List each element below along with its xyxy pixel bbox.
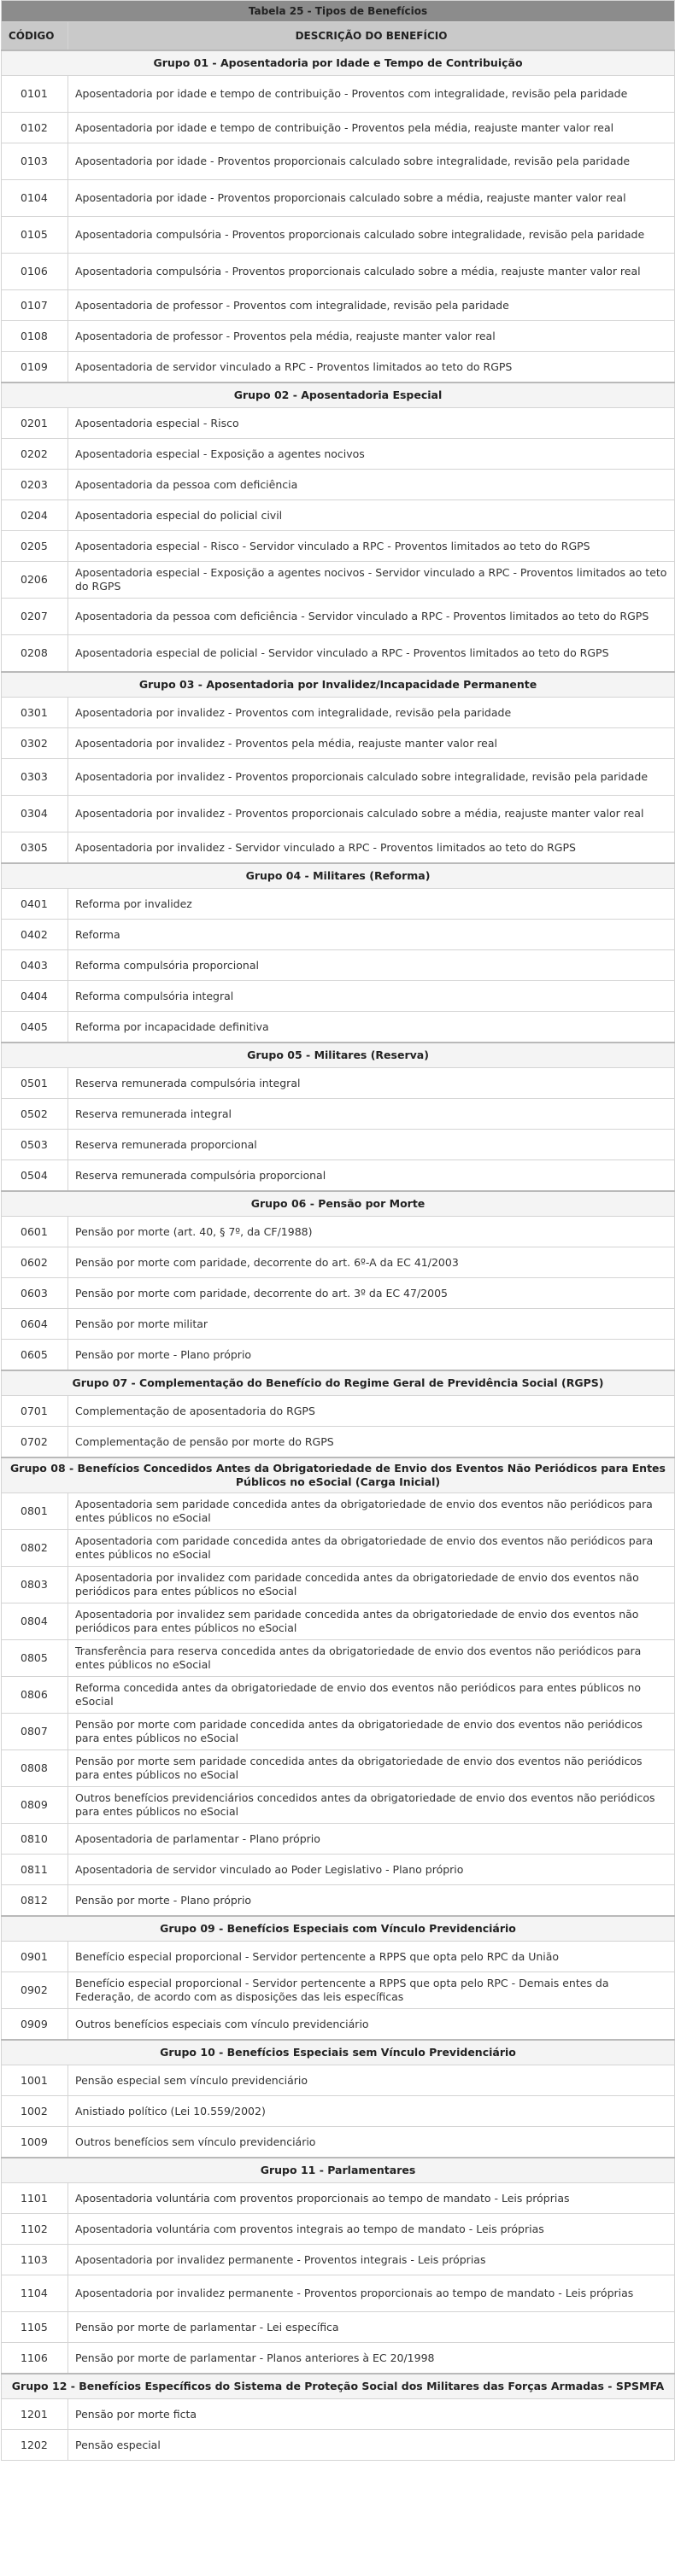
benefit-code: 0107	[2, 290, 68, 321]
benefit-description: Transferência para reserva concedida antes da obrigatoriedade de envio dos eventos não periódicos para entes públicos no eSocial	[68, 1640, 675, 1677]
group-title: Grupo 09 - Benefícios Especiais com Vínculo Previdenciário	[2, 1916, 675, 1942]
benefit-description: Aposentadoria por invalidez - Servidor vinculado a RPC - Proventos limitados ao teto do RGPS	[68, 832, 675, 864]
table-row	[2, 562, 675, 599]
code-column-header: CÓDIGO	[2, 22, 68, 51]
benefit-code: 0305	[2, 832, 68, 864]
table-row	[2, 796, 675, 832]
description-column-header: DESCRIÇÃO DO BENEFÍCIO	[68, 22, 675, 51]
group-header-row	[2, 2374, 675, 2399]
benefit-code: 0301	[2, 698, 68, 728]
table-row	[2, 1603, 675, 1640]
table-row	[2, 1677, 675, 1714]
benefit-code: 0101	[2, 76, 68, 113]
benefit-code: 0702	[2, 1427, 68, 1458]
benefit-description: Aposentadoria especial do policial civil	[68, 500, 675, 531]
group-header-row	[2, 1191, 675, 1217]
benefit-code: 0810	[2, 1824, 68, 1855]
benefit-description: Aposentadoria sem paridade concedida antes da obrigatoriedade de envio dos eventos não periódicos para entes públicos no eSocial	[68, 1493, 675, 1530]
table-row	[2, 2399, 675, 2430]
benefit-description: Aposentadoria por invalidez sem paridade concedida antes da obrigatoriedade de envio dos eventos não periódicos para entes públicos no eSocial	[68, 1603, 675, 1640]
table-row	[2, 1493, 675, 1530]
benefit-code: 1009	[2, 2127, 68, 2158]
table-row	[2, 1750, 675, 1787]
benefit-code: 0811	[2, 1855, 68, 1885]
benefit-description: Anistiado político (Lei 10.559/2002)	[68, 2096, 675, 2127]
benefit-code: 1101	[2, 2183, 68, 2214]
benefit-code: 0405	[2, 1012, 68, 1043]
benefit-description: Aposentadoria de parlamentar - Plano próprio	[68, 1824, 675, 1855]
table-row	[2, 1160, 675, 1192]
benefit-description: Pensão por morte ficta	[68, 2399, 675, 2430]
benefit-code: 0108	[2, 321, 68, 352]
table-row	[2, 1217, 675, 1247]
benefit-description: Reserva remunerada proporcional	[68, 1130, 675, 1160]
benefit-code: 0603	[2, 1278, 68, 1309]
benefit-code: 0201	[2, 408, 68, 439]
benefit-description: Reserva remunerada compulsória proporcional	[68, 1160, 675, 1192]
benefit-types-table	[1, 0, 675, 2461]
benefit-description: Pensão por morte com paridade, decorrente do art. 3º da EC 47/2005	[68, 1278, 675, 1309]
benefit-description: Aposentadoria por invalidez com paridade concedida antes da obrigatoriedade de envio dos eventos não periódicos para entes públicos no eSocial	[68, 1567, 675, 1603]
benefit-description: Benefício especial proporcional - Servidor pertencente a RPPS que opta pelo RPC da União	[68, 1942, 675, 1972]
benefit-code: 0504	[2, 1160, 68, 1192]
table-row	[2, 1068, 675, 1099]
benefit-description: Aposentadoria por idade e tempo de contribuição - Proventos com integralidade, revisão pela paridade	[68, 76, 675, 113]
table-row	[2, 981, 675, 1012]
table-row	[2, 1942, 675, 1972]
table-row	[2, 1787, 675, 1824]
benefit-description: Reforma concedida antes da obrigatoriedade de envio dos eventos não periódicos para entes públicos no eSocial	[68, 1677, 675, 1714]
table-row	[2, 1824, 675, 1855]
group-header-row	[2, 50, 675, 76]
benefit-description: Complementação de aposentadoria do RGPS	[68, 1396, 675, 1427]
benefit-code: 0806	[2, 1677, 68, 1714]
table-row	[2, 2127, 675, 2158]
benefit-description: Aposentadoria de servidor vinculado ao Poder Legislativo - Plano próprio	[68, 1855, 675, 1885]
table-row	[2, 2096, 675, 2127]
benefit-code: 0206	[2, 562, 68, 599]
benefit-description: Reserva remunerada compulsória integral	[68, 1068, 675, 1099]
benefit-code: 0402	[2, 920, 68, 950]
benefit-code: 0604	[2, 1309, 68, 1340]
benefit-description: Outros benefícios especiais com vínculo previdenciário	[68, 2009, 675, 2041]
table-row	[2, 950, 675, 981]
benefit-code: 0601	[2, 1217, 68, 1247]
table-row	[2, 1714, 675, 1750]
benefit-code: 0902	[2, 1972, 68, 2009]
group-header-row	[2, 2040, 675, 2065]
table-row	[2, 2312, 675, 2343]
group-title: Grupo 02 - Aposentadoria Especial	[2, 383, 675, 408]
benefit-description: Aposentadoria compulsória - Proventos proporcionais calculado sobre a média, reajuste manter valor real	[68, 254, 675, 290]
table-row	[2, 1309, 675, 1340]
benefit-description: Aposentadoria voluntária com proventos proporcionais ao tempo de mandato - Leis próprias	[68, 2183, 675, 2214]
benefit-description: Outros benefícios previdenciários concedidos antes da obrigatoriedade de envio dos eventos não periódicos para entes públicos no eSocial	[68, 1787, 675, 1824]
benefit-description: Reforma	[68, 920, 675, 950]
group-header-row	[2, 383, 675, 408]
table-row	[2, 698, 675, 728]
benefit-code: 0803	[2, 1567, 68, 1603]
table-row	[2, 113, 675, 143]
benefit-description: Aposentadoria por idade - Proventos proporcionais calculado sobre integralidade, revisão pela paridade	[68, 143, 675, 180]
benefit-code: 1104	[2, 2275, 68, 2312]
group-title: Grupo 03 - Aposentadoria por Invalidez/Incapacidade Permanente	[2, 672, 675, 698]
table-row	[2, 889, 675, 920]
benefit-description: Aposentadoria especial de policial - Servidor vinculado a RPC - Proventos limitados ao teto do RGPS	[68, 635, 675, 673]
benefit-description: Complementação de pensão por morte do RGPS	[68, 1427, 675, 1458]
benefit-description: Aposentadoria por invalidez - Proventos pela média, reajuste manter valor real	[68, 728, 675, 759]
benefit-description: Pensão por morte com paridade, decorrente do art. 6º-A da EC 41/2003	[68, 1247, 675, 1278]
table-row	[2, 290, 675, 321]
table-row	[2, 599, 675, 635]
benefit-code: 0302	[2, 728, 68, 759]
benefit-code: 0812	[2, 1885, 68, 1917]
table-row	[2, 1278, 675, 1309]
table-row	[2, 180, 675, 217]
benefit-code: 0502	[2, 1099, 68, 1130]
group-title: Grupo 06 - Pensão por Morte	[2, 1191, 675, 1217]
group-header-row	[2, 1043, 675, 1068]
benefit-description: Aposentadoria especial - Risco	[68, 408, 675, 439]
benefit-description: Aposentadoria da pessoa com deficiência	[68, 470, 675, 500]
table-row	[2, 321, 675, 352]
benefit-code: 0807	[2, 1714, 68, 1750]
benefit-description: Reforma compulsória proporcional	[68, 950, 675, 981]
benefit-code: 1105	[2, 2312, 68, 2343]
benefit-description: Aposentadoria com paridade concedida antes da obrigatoriedade de envio dos eventos não periódicos para entes públicos no eSocial	[68, 1530, 675, 1567]
group-title: Grupo 05 - Militares (Reserva)	[2, 1043, 675, 1068]
benefit-code: 0403	[2, 950, 68, 981]
table-row	[2, 1396, 675, 1427]
table-row	[2, 254, 675, 290]
table-row	[2, 2275, 675, 2312]
group-title: Grupo 12 - Benefícios Específicos do Sistema de Proteção Social dos Militares das Forças Armadas - SPSMFA	[2, 2374, 675, 2399]
benefit-description: Aposentadoria de professor - Proventos pela média, reajuste manter valor real	[68, 321, 675, 352]
table-row	[2, 759, 675, 796]
benefit-description: Aposentadoria voluntária com proventos integrais ao tempo de mandato - Leis próprias	[68, 2214, 675, 2245]
table-row	[2, 143, 675, 180]
benefit-description: Aposentadoria da pessoa com deficiência - Servidor vinculado a RPC - Proventos limitados ao teto do RGPS	[68, 599, 675, 635]
benefit-description: Aposentadoria especial - Risco - Servidor vinculado a RPC - Proventos limitados ao teto do RGPS	[68, 531, 675, 562]
benefit-code: 0404	[2, 981, 68, 1012]
table-row	[2, 1567, 675, 1603]
benefit-description: Aposentadoria por invalidez - Proventos proporcionais calculado sobre integralidade, revisão pela paridade	[68, 759, 675, 796]
benefit-description: Pensão por morte (art. 40, § 7º, da CF/1988)	[68, 1217, 675, 1247]
table-row	[2, 500, 675, 531]
benefit-code: 0804	[2, 1603, 68, 1640]
table-row	[2, 635, 675, 673]
benefit-description: Pensão por morte de parlamentar - Planos anteriores à EC 20/1998	[68, 2343, 675, 2374]
table-row	[2, 2065, 675, 2096]
benefit-description: Pensão especial	[68, 2430, 675, 2461]
group-header-row	[2, 672, 675, 698]
benefit-code: 0208	[2, 635, 68, 673]
table-row	[2, 2009, 675, 2041]
benefit-description: Reforma compulsória integral	[68, 981, 675, 1012]
benefit-code: 0106	[2, 254, 68, 290]
benefit-code: 0102	[2, 113, 68, 143]
benefit-code: 0204	[2, 500, 68, 531]
table-row	[2, 217, 675, 254]
table-row	[2, 2214, 675, 2245]
table-row	[2, 832, 675, 864]
table-row	[2, 2343, 675, 2374]
group-header-row	[2, 863, 675, 889]
table-row	[2, 1427, 675, 1458]
benefit-description: Pensão por morte com paridade concedida antes da obrigatoriedade de envio dos eventos não periódicos para entes públicos no eSocial	[68, 1714, 675, 1750]
table-row	[2, 531, 675, 562]
benefit-description: Reserva remunerada integral	[68, 1099, 675, 1130]
table-row	[2, 2183, 675, 2214]
benefit-code: 0103	[2, 143, 68, 180]
table-title-row	[2, 1, 675, 22]
benefit-code: 0503	[2, 1130, 68, 1160]
benefit-description: Aposentadoria de servidor vinculado a RPC - Proventos limitados ao teto do RGPS	[68, 352, 675, 383]
benefit-description: Reforma por invalidez	[68, 889, 675, 920]
table-title: Tabela 25 - Tipos de Benefícios	[2, 1, 675, 22]
benefit-code: 0303	[2, 759, 68, 796]
benefit-description: Aposentadoria por idade - Proventos proporcionais calculado sobre a média, reajuste manter valor real	[68, 180, 675, 217]
benefit-description: Aposentadoria de professor - Proventos com integralidade, revisão pela paridade	[68, 290, 675, 321]
benefit-description: Pensão por morte militar	[68, 1309, 675, 1340]
table-row	[2, 1130, 675, 1160]
group-title: Grupo 01 - Aposentadoria por Idade e Tempo de Contribuição	[2, 50, 675, 76]
benefit-code: 0207	[2, 599, 68, 635]
table-row	[2, 1972, 675, 2009]
benefit-code: 0304	[2, 796, 68, 832]
table-row	[2, 352, 675, 383]
benefit-code: 0105	[2, 217, 68, 254]
benefit-code: 0605	[2, 1340, 68, 1371]
benefit-code: 0909	[2, 2009, 68, 2041]
table-row	[2, 439, 675, 470]
table-row	[2, 76, 675, 113]
benefit-description: Aposentadoria por invalidez - Proventos proporcionais calculado sobre a média, reajuste manter valor real	[68, 796, 675, 832]
benefit-code: 0602	[2, 1247, 68, 1278]
benefit-code: 0809	[2, 1787, 68, 1824]
benefit-description: Aposentadoria por invalidez permanente - Proventos integrais - Leis próprias	[68, 2245, 675, 2275]
group-header-row	[2, 1370, 675, 1396]
table-row	[2, 1640, 675, 1677]
benefit-code: 1202	[2, 2430, 68, 2461]
table-row	[2, 1530, 675, 1567]
benefit-code: 1106	[2, 2343, 68, 2374]
benefit-code: 0202	[2, 439, 68, 470]
table-row	[2, 1012, 675, 1043]
table-row	[2, 1099, 675, 1130]
benefit-description: Pensão por morte - Plano próprio	[68, 1340, 675, 1371]
benefit-description: Reforma por incapacidade definitiva	[68, 1012, 675, 1043]
group-title: Grupo 04 - Militares (Reforma)	[2, 863, 675, 889]
benefit-code: 0901	[2, 1942, 68, 1972]
benefit-code: 1102	[2, 2214, 68, 2245]
benefit-description: Pensão por morte de parlamentar - Lei específica	[68, 2312, 675, 2343]
benefit-code: 0401	[2, 889, 68, 920]
benefit-code: 1201	[2, 2399, 68, 2430]
table-row	[2, 1340, 675, 1371]
benefit-description: Pensão por morte - Plano próprio	[68, 1885, 675, 1917]
benefit-code: 0808	[2, 1750, 68, 1787]
benefit-code: 0801	[2, 1493, 68, 1530]
group-header-row	[2, 1457, 675, 1493]
table-row	[2, 1247, 675, 1278]
group-header-row	[2, 2158, 675, 2183]
group-title: Grupo 08 - Benefícios Concedidos Antes da Obrigatoriedade de Envio dos Eventos Não Periódicos para Entes Públicos no eSocial (Carga Inicial)	[2, 1457, 675, 1493]
benefit-code: 1103	[2, 2245, 68, 2275]
benefit-code: 0205	[2, 531, 68, 562]
benefit-code: 0701	[2, 1396, 68, 1427]
benefit-description: Aposentadoria compulsória - Proventos proporcionais calculado sobre integralidade, revisão pela paridade	[68, 217, 675, 254]
benefit-code: 1001	[2, 2065, 68, 2096]
table-header-row	[2, 22, 675, 51]
benefit-code: 1002	[2, 2096, 68, 2127]
table-row	[2, 2430, 675, 2461]
group-title: Grupo 11 - Parlamentares	[2, 2158, 675, 2183]
group-title: Grupo 07 - Complementação do Benefício do Regime Geral de Previdência Social (RGPS)	[2, 1370, 675, 1396]
benefit-description: Aposentadoria por invalidez permanente - Proventos proporcionais ao tempo de mandato - Leis próprias	[68, 2275, 675, 2312]
benefit-description: Aposentadoria por idade e tempo de contribuição - Proventos pela média, reajuste manter valor real	[68, 113, 675, 143]
benefit-description: Outros benefícios sem vínculo previdenciário	[68, 2127, 675, 2158]
group-header-row	[2, 1916, 675, 1942]
table-row	[2, 1855, 675, 1885]
benefit-code: 0203	[2, 470, 68, 500]
table-row	[2, 728, 675, 759]
benefit-code: 0104	[2, 180, 68, 217]
group-title: Grupo 10 - Benefícios Especiais sem Vínculo Previdenciário	[2, 2040, 675, 2065]
benefit-description: Benefício especial proporcional - Servidor pertencente a RPPS que opta pelo RPC - Demais entes da Federação, de acordo com as disposições das leis específicas	[68, 1972, 675, 2009]
benefit-code: 0109	[2, 352, 68, 383]
table-row	[2, 920, 675, 950]
benefit-code: 0501	[2, 1068, 68, 1099]
benefit-description: Pensão por morte sem paridade concedida antes da obrigatoriedade de envio dos eventos não periódicos para entes públicos no eSocial	[68, 1750, 675, 1787]
table-row	[2, 408, 675, 439]
benefit-code: 0805	[2, 1640, 68, 1677]
benefit-description: Pensão especial sem vínculo previdenciário	[68, 2065, 675, 2096]
table-row	[2, 2245, 675, 2275]
benefit-description: Aposentadoria por invalidez - Proventos com integralidade, revisão pela paridade	[68, 698, 675, 728]
benefit-description: Aposentadoria especial - Exposição a agentes nocivos	[68, 439, 675, 470]
table-row	[2, 1885, 675, 1917]
benefit-description: Aposentadoria especial - Exposição a agentes nocivos - Servidor vinculado a RPC - Proventos limitados ao teto do RGPS	[68, 562, 675, 599]
table-row	[2, 470, 675, 500]
benefit-code: 0802	[2, 1530, 68, 1567]
